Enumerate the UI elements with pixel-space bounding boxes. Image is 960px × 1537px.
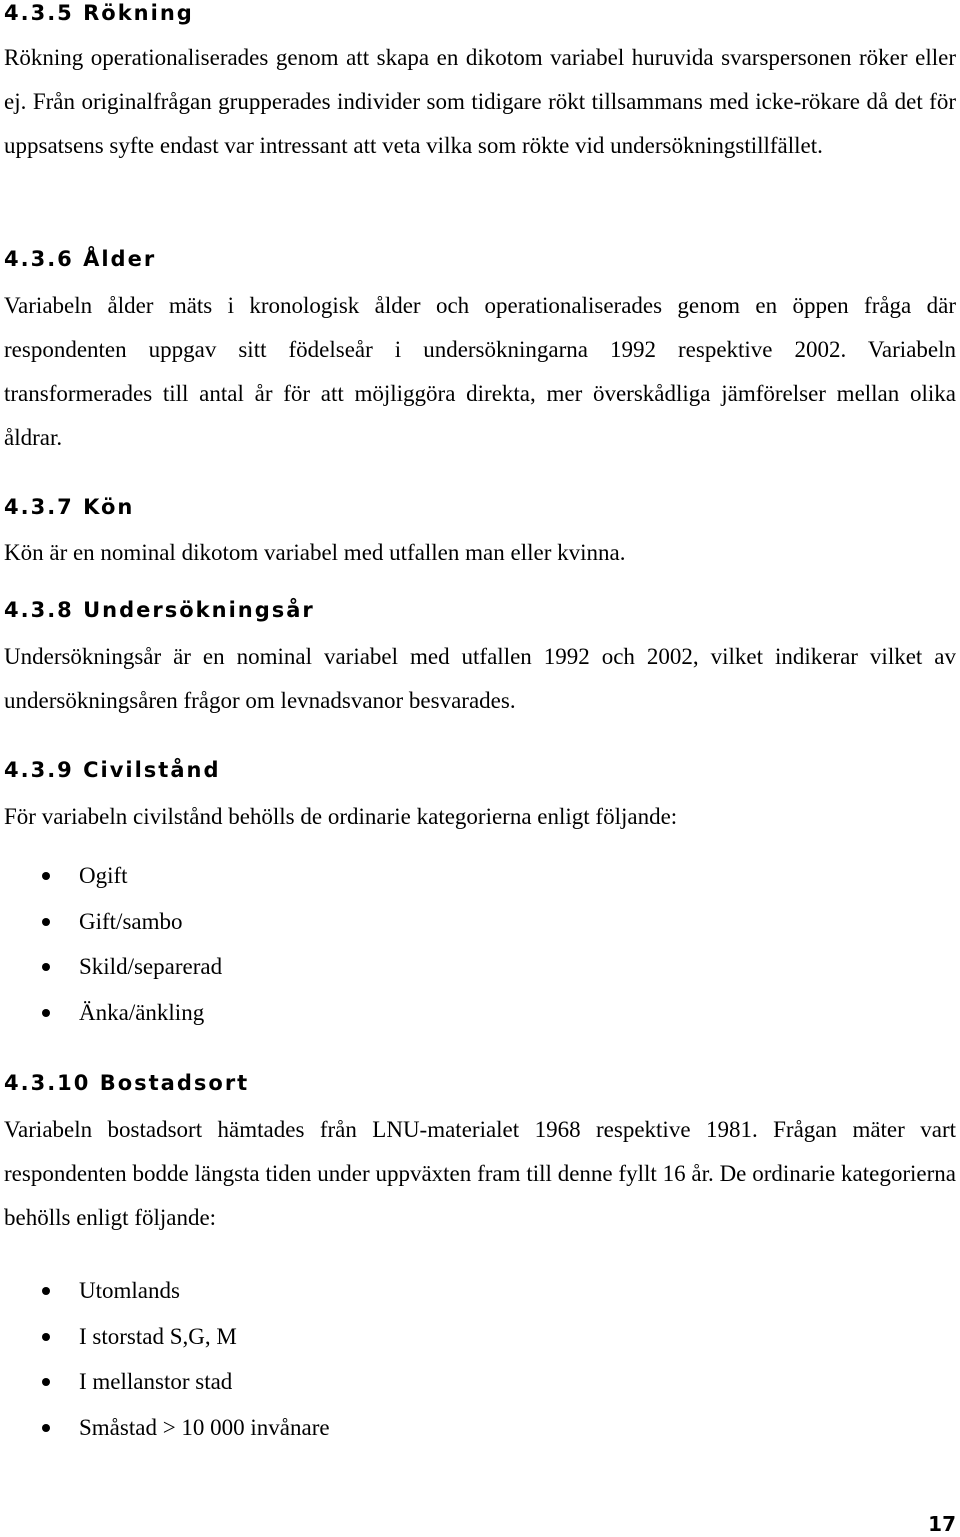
- civilstand-category-list: [0, 853, 222, 1035]
- section-heading-bostadsort: 4.3.10 Bostadsort: [4, 1071, 250, 1095]
- bullet-icon: [42, 1287, 50, 1295]
- list-item: Ogift: [0, 853, 222, 899]
- bullet-icon: [42, 1009, 50, 1017]
- bullet-icon: [42, 963, 50, 971]
- paragraph-bostadsort: Variabeln bostadsort hämtades från LNU-materialet 1968 respektive 1981. Frågan mäter vart respondenten bodde längsta tiden under uppväxten fram till denne fyllt 16 år. De ordinarie kategorierna behölls enligt följande:: [4, 1117, 956, 1230]
- list-item: Änka/änkling: [0, 990, 222, 1036]
- page-number: 17: [928, 1512, 956, 1536]
- list-item: I mellanstor stad: [0, 1359, 330, 1405]
- section-heading-civilstand: 4.3.9 Civilstånd: [4, 758, 221, 782]
- bullet-icon: [42, 1424, 50, 1432]
- paragraph-civilstand: För variabeln civilstånd behölls de ordinarie kategorierna enligt följande:: [4, 804, 678, 829]
- section-heading-alder: 4.3.6 Ålder: [4, 247, 157, 271]
- bullet-icon: [42, 1378, 50, 1386]
- list-item: Gift/sambo: [0, 899, 222, 945]
- paragraph-rokning: Rökning operationaliserades genom att skapa en dikotom variabel huruvida svarspersonen röker eller ej. Från originalfrågan grupperades individer som tidigare rökt tillsammans med icke-rökare då det för uppsatsens syfte endast var intressant att veta vilka som rökte vid undersökningstillfället.: [4, 45, 956, 158]
- bullet-icon: [42, 918, 50, 926]
- bostadsort-category-list: [0, 1268, 330, 1450]
- bullet-icon: [42, 872, 50, 880]
- list-item: Utomlands: [0, 1268, 330, 1314]
- bullet-icon: [42, 1333, 50, 1341]
- paragraph-alder: Variabeln ålder mäts i kronologisk ålder och operationaliserades genom en öppen fråga där respondenten uppgav sitt födelseår i undersökningarna 1992 respektive 2002. Variabeln transformerades till antal år för att möjliggöra direkta, mer överskådliga jämförelser mellan olika åldrar.: [4, 293, 956, 450]
- list-item: Skild/separerad: [0, 944, 222, 990]
- paragraph-kon: Kön är en nominal dikotom variabel med utfallen man eller kvinna.: [4, 540, 626, 565]
- section-heading-undersokningsar: 4.3.8 Undersökningsår: [4, 598, 315, 622]
- paragraph-undersokningsar: Undersökningsår är en nominal variabel med utfallen 1992 och 2002, vilket indikerar vilket av undersökningsåren frågor om levnadsvanor besvarades.: [4, 644, 956, 713]
- list-item: Småstad > 10 000 invånare: [0, 1405, 330, 1451]
- section-heading-rokning: 4.3.5 Rökning: [4, 1, 194, 25]
- list-item: I storstad S,G, M: [0, 1314, 330, 1360]
- section-heading-kon: 4.3.7 Kön: [4, 495, 135, 519]
